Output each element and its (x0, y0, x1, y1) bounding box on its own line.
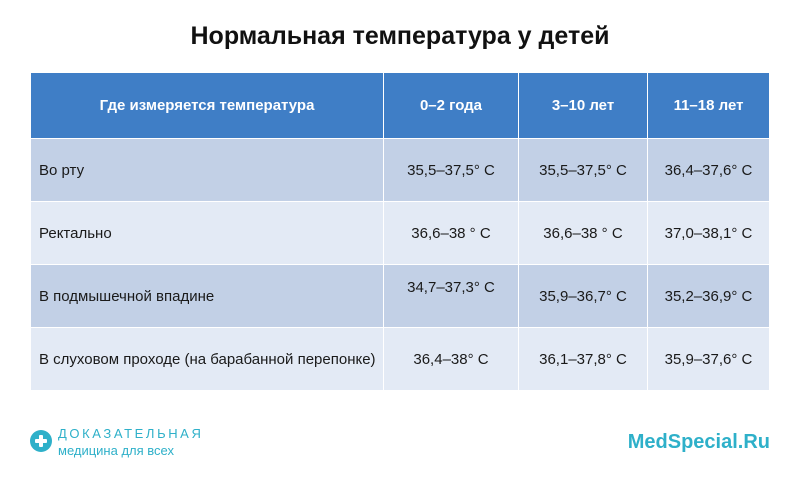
logo-subtitle: медицина для всех (58, 443, 174, 458)
site-link[interactable]: MedSpecial.Ru (627, 431, 770, 453)
cell-value: 35,9–37,6° С (648, 328, 770, 391)
cell-value: 36,1–37,8° С (519, 328, 648, 391)
cell-value: 36,6–38 ° С (384, 202, 519, 265)
cell-value: 36,4–38° С (384, 328, 519, 391)
cell-value: 35,2–36,9° С (648, 265, 770, 328)
header-age-11-18: 11–18 лет (648, 73, 770, 139)
cell-value: 36,6–38 ° С (519, 202, 648, 265)
cell-value: 36,4–37,6° С (648, 139, 770, 202)
temperature-table (30, 72, 770, 391)
cell-value: 35,5–37,5° С (519, 139, 648, 202)
row-place: В слуховом проходе (на барабанной перепонке) (31, 328, 384, 391)
row-place: Ректально (31, 202, 384, 265)
table-row (31, 202, 770, 265)
cell-value: 35,5–37,5° С (384, 139, 519, 202)
table-row (31, 328, 770, 391)
logo-title: ДОКАЗАТЕЛЬНАЯ (58, 426, 204, 441)
cell-value: 34,7–37,3° С (384, 265, 519, 328)
table-header-row (31, 73, 770, 139)
table-row (31, 139, 770, 202)
table-row (31, 265, 770, 328)
medical-cross-icon (30, 430, 52, 452)
page-title: Нормальная температура у детей (190, 22, 610, 50)
cell-value: 35,9–36,7° С (519, 265, 648, 328)
row-place: Во рту (31, 139, 384, 202)
cell-value: 37,0–38,1° С (648, 202, 770, 265)
row-place: В подмышечной впадине (31, 265, 384, 328)
header-place: Где измеряется температура (31, 73, 384, 139)
header-age-3-10: 3–10 лет (519, 73, 648, 139)
header-age-0-2: 0–2 года (384, 73, 519, 139)
